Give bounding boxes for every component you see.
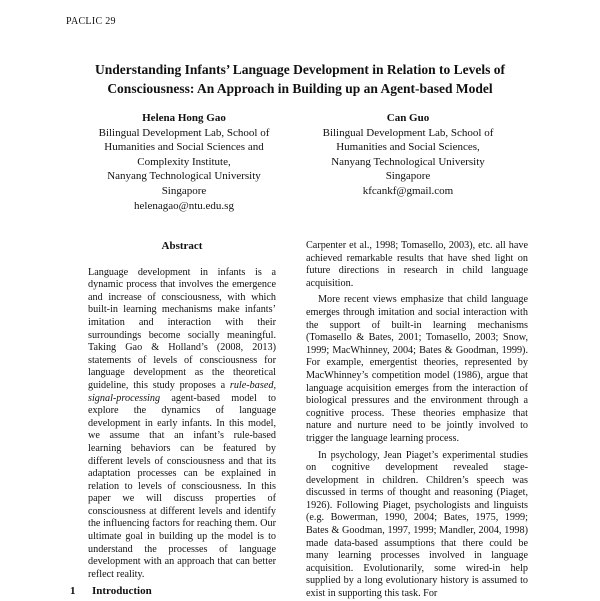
author-block-1	[78, 111, 290, 213]
body-column-right	[306, 240, 528, 601]
abstract-heading: Abstract	[161, 240, 203, 252]
affiliation-line: Humanities and Social Sciences and	[104, 141, 264, 154]
affiliation-line: Bilingual Development Lab, School of	[322, 126, 494, 139]
affiliation-line: Nanyang Technological University	[107, 170, 261, 183]
affiliation-line: Humanities and Social Sciences,	[336, 141, 480, 154]
section-number: 1	[70, 585, 76, 597]
affiliation-line: Nanyang Technological University	[331, 155, 485, 168]
body-paragraph: More recent views emphasize that child language emerges through imitation and social interaction with the support of built-in learning mechanisms (Tomasello & Bates, 2001; Tomasello, 2003; Snow, 1999; MacWhinney, 2004; Bates & Goodman, 1999). For example, emergentist theories, represented by MacWhinney’s competition model (1986), argue that language acquisition emerges from the interaction of biological pressures and the environment through a cognitive process. These theories emphasize that nature and nurture need to be jointly involved to trigger the language learning process.	[306, 294, 528, 444]
title-line-2: Consciousness: An Approach in Building up an Agent-based Model	[107, 81, 493, 96]
paper-title	[40, 60, 560, 98]
author-email[interactable]: kfcankf@gmail.com	[362, 184, 454, 197]
abstract-text-part: agent-based model to explore the dynamics of language development in early infants. In this model, we assume that an infant’s rule-based learning behaviors can be featured by different levels of consciousness and that its adaptation processes can be explained in relation to levels of consciousness. In this paper we will discuss properties of consciousness at different levels and identify the influencing factors for reaching them. Our ultimate goal in building up the model is to understand the processes of language development with an approach that can better reflect reality.	[88, 392, 276, 580]
author-email[interactable]: helenagao@ntu.edu.sg	[134, 199, 234, 212]
author-name: Helena Hong Gao	[142, 112, 226, 124]
title-line-1: Understanding Infants’ Language Development in Relation to Levels of	[94, 62, 506, 77]
author-name: Can Guo	[386, 112, 430, 124]
author-block-2	[302, 111, 514, 199]
section-title: Introduction	[92, 585, 152, 597]
affiliation-line: Bilingual Development Lab, School of	[98, 126, 270, 139]
affiliation-line: Singapore	[385, 170, 431, 183]
abstract-text	[88, 267, 276, 582]
affiliation-line: Complexity Institute,	[137, 155, 231, 168]
venue-header: PACLIC 29	[66, 16, 116, 27]
abstract-italic-term: rule-based, signal-processing	[88, 379, 276, 404]
section-heading-introduction	[70, 585, 152, 597]
body-paragraph: Carpenter et al., 1998; Tomasello, 2003), etc. all have achieved remarkable results that have shed light on future directions in research in child language acquisition.	[306, 240, 528, 289]
abstract-column	[88, 240, 276, 581]
abstract-text-part: Language development in infants is a dynamic process that involves the emergence and increase of consciousness, with which built-in learning mechanisms make infants’ imitation and interaction with their surroundings become socially meaningful. Taking Gao & Holland’s (2008, 2013) statements of levels of consciousness for language development as the theoretical guideline, this study proposes a	[88, 266, 276, 391]
affiliation-line: Singapore	[161, 184, 207, 197]
body-paragraph: In psychology, Jean Piaget’s experimental studies on cognitive development revealed stage-development in children. Children’s speech was discussed in terms of thought and reasoning (Piaget, 1926). Following Piaget, psychologists and linguists (e.g. Bowerman, 1990, 2004; Bates, 1975, 1999; Bates & Goodman, 1997, 1999; Mandler, 2004, 1998) made data-based assumptions that there could be many learning processes involved in language acquisition. Evolutionarily, some wired-in help supplied by a long evolutionary history is assumed to exist in supporting this task. For	[306, 449, 528, 600]
